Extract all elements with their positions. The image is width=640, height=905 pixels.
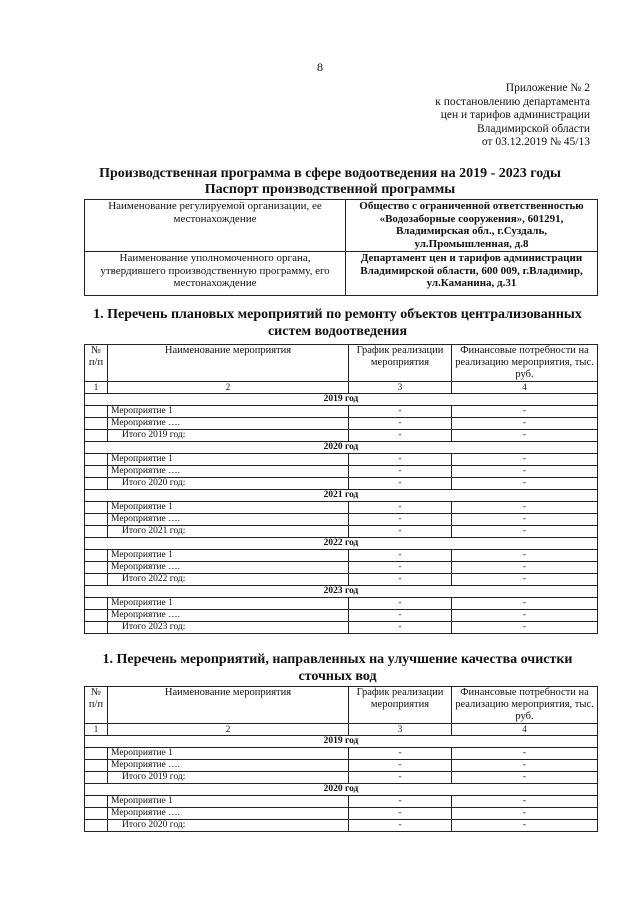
- appendix-line: к постановлению департамента: [435, 95, 590, 108]
- row-number: [85, 418, 108, 430]
- appendix-line: Владимирской области: [476, 122, 590, 135]
- schedule-cell: -: [349, 574, 452, 586]
- column-number: 4: [452, 382, 598, 394]
- column-header: Наименование мероприятия: [108, 687, 349, 724]
- table-row: [85, 760, 598, 772]
- appendix-line: от 03.12.2019 № 45/13: [481, 136, 590, 148]
- measure-name: Мероприятие ….: [108, 610, 349, 622]
- appendix-line: цен и тарифов администрации: [440, 109, 590, 121]
- document-subtitle: Паспорт производственной программы: [204, 182, 456, 197]
- total-row: [85, 772, 598, 784]
- finance-cell: -: [452, 550, 598, 562]
- row-number: [85, 502, 108, 514]
- finance-cell: -: [452, 430, 598, 442]
- schedule-cell: -: [349, 514, 452, 526]
- row-number: [85, 514, 108, 526]
- passport-row: [85, 252, 598, 296]
- measure-name: Мероприятие ….: [108, 466, 349, 478]
- table-row: [85, 562, 598, 574]
- column-number: 1: [85, 382, 108, 394]
- finance-cell: -: [452, 796, 598, 808]
- year-row: [85, 442, 598, 454]
- finance-cell: -: [452, 454, 598, 466]
- row-number: [85, 526, 108, 538]
- table-row: [85, 610, 598, 622]
- column-header: Наименование мероприятия: [108, 345, 349, 382]
- row-number: [85, 772, 108, 784]
- row-number: [85, 406, 108, 418]
- total-row: [85, 574, 598, 586]
- table-row: [85, 598, 598, 610]
- row-number: [85, 820, 108, 832]
- row-number: [85, 478, 108, 490]
- column-header: Финансовые потребности на реализацию мероприятия, тыс. руб.: [452, 687, 598, 724]
- measure-name: Мероприятие 1: [108, 550, 349, 562]
- total-label: Итого 2021 год:: [108, 526, 349, 538]
- measure-name: Мероприятие ….: [108, 514, 349, 526]
- page-number: 8: [317, 60, 323, 74]
- schedule-cell: -: [349, 466, 452, 478]
- column-header: № п/п: [85, 345, 108, 382]
- section-1-heading: 1. Перечень плановых мероприятий по ремонту объектов централизованных систем водоотведения: [93, 307, 582, 339]
- passport-table: [84, 199, 598, 296]
- section-2-heading: 1. Перечень мероприятий, направленных на улучшение качества очистки сточных вод: [102, 652, 573, 684]
- document-title: Производственная программа в сфере водоотведения на 2019 - 2023 годы: [99, 166, 561, 181]
- schedule-cell: -: [349, 406, 452, 418]
- measure-name: Мероприятие ….: [108, 760, 349, 772]
- schedule-cell: -: [349, 550, 452, 562]
- year-row: [85, 394, 598, 406]
- finance-cell: -: [452, 820, 598, 832]
- year-label: 2020 год: [85, 784, 598, 796]
- finance-cell: -: [452, 418, 598, 430]
- year-label: 2023 год: [85, 586, 598, 598]
- finance-cell: -: [452, 760, 598, 772]
- total-row: [85, 430, 598, 442]
- column-header: № п/п: [85, 687, 108, 724]
- passport-value: Общество с ограниченной ответственностью «Водозаборные сооружения», 601291, Владимирская обл., г.Суздаль, ул.Промышленная, д.8: [346, 200, 598, 252]
- appendix-note: [400, 82, 590, 150]
- table-row: [85, 514, 598, 526]
- column-number: 3: [349, 724, 452, 736]
- year-label: 2019 год: [85, 736, 598, 748]
- finance-cell: -: [452, 478, 598, 490]
- total-row: [85, 622, 598, 634]
- year-row: [85, 736, 598, 748]
- finance-cell: -: [452, 514, 598, 526]
- schedule-cell: -: [349, 772, 452, 784]
- table-row: [85, 796, 598, 808]
- total-row: [85, 526, 598, 538]
- finance-cell: -: [452, 574, 598, 586]
- year-label: 2022 год: [85, 538, 598, 550]
- measure-name: Мероприятие 1: [108, 748, 349, 760]
- total-row: [85, 820, 598, 832]
- schedule-cell: -: [349, 526, 452, 538]
- column-number-row: [85, 382, 598, 394]
- schedule-cell: -: [349, 478, 452, 490]
- table-row: [85, 466, 598, 478]
- schedule-cell: -: [349, 430, 452, 442]
- total-label: Итого 2019 год:: [108, 772, 349, 784]
- header-row: [85, 687, 598, 724]
- finance-cell: -: [452, 598, 598, 610]
- measure-name: Мероприятие 1: [108, 502, 349, 514]
- row-number: [85, 808, 108, 820]
- schedule-cell: -: [349, 418, 452, 430]
- total-label: Итого 2023 год:: [108, 622, 349, 634]
- column-number: 1: [85, 724, 108, 736]
- finance-cell: -: [452, 502, 598, 514]
- schedule-cell: -: [349, 760, 452, 772]
- finance-cell: -: [452, 406, 598, 418]
- column-number-row: [85, 724, 598, 736]
- measure-name: Мероприятие ….: [108, 418, 349, 430]
- schedule-cell: -: [349, 748, 452, 760]
- total-label: Итого 2020 год:: [108, 820, 349, 832]
- row-number: [85, 622, 108, 634]
- schedule-cell: -: [349, 622, 452, 634]
- finance-cell: -: [452, 466, 598, 478]
- passport-row: [85, 200, 598, 252]
- table-row: [85, 454, 598, 466]
- table-row: [85, 748, 598, 760]
- header-row: [85, 345, 598, 382]
- year-label: 2020 год: [85, 442, 598, 454]
- appendix-line: Приложение № 2: [505, 82, 590, 94]
- table-row: [85, 502, 598, 514]
- row-number: [85, 430, 108, 442]
- passport-label: Наименование регулируемой организации, ее местонахождение: [85, 200, 346, 252]
- column-header: График реализации мероприятия: [349, 687, 452, 724]
- schedule-cell: -: [349, 808, 452, 820]
- schedule-cell: -: [349, 796, 452, 808]
- passport-label: Наименование уполномоченного органа, утвердившего производственную программу, его местонахождение: [85, 252, 346, 296]
- finance-cell: -: [452, 610, 598, 622]
- year-row: [85, 586, 598, 598]
- measure-name: Мероприятие 1: [108, 796, 349, 808]
- row-number: [85, 610, 108, 622]
- schedule-cell: -: [349, 598, 452, 610]
- measure-name: Мероприятие ….: [108, 562, 349, 574]
- schedule-cell: -: [349, 820, 452, 832]
- table-row: [85, 418, 598, 430]
- row-number: [85, 466, 108, 478]
- finance-cell: -: [452, 622, 598, 634]
- table-row: [85, 550, 598, 562]
- schedule-cell: -: [349, 502, 452, 514]
- column-number: 3: [349, 382, 452, 394]
- finance-cell: -: [452, 748, 598, 760]
- measure-name: Мероприятие 1: [108, 406, 349, 418]
- finance-cell: -: [452, 808, 598, 820]
- row-number: [85, 574, 108, 586]
- table-row: [85, 808, 598, 820]
- column-header: Финансовые потребности на реализацию мероприятия, тыс. руб.: [452, 345, 598, 382]
- quality-plan-table: [84, 686, 598, 832]
- year-row: [85, 784, 598, 796]
- finance-cell: -: [452, 562, 598, 574]
- row-number: [85, 550, 108, 562]
- column-number: 2: [108, 724, 349, 736]
- column-header: График реализации мероприятия: [349, 345, 452, 382]
- year-row: [85, 538, 598, 550]
- repair-plan-table: [84, 344, 598, 634]
- passport-value: Департамент цен и тарифов администрации Владимирской области, 600 009, г.Владимир, ул.Каманина, д.31: [346, 252, 598, 296]
- total-label: Итого 2019 год:: [108, 430, 349, 442]
- column-number: 2: [108, 382, 349, 394]
- row-number: [85, 796, 108, 808]
- measure-name: Мероприятие 1: [108, 454, 349, 466]
- table-row: [85, 406, 598, 418]
- year-label: 2021 год: [85, 490, 598, 502]
- row-number: [85, 760, 108, 772]
- row-number: [85, 454, 108, 466]
- schedule-cell: -: [349, 562, 452, 574]
- row-number: [85, 562, 108, 574]
- row-number: [85, 598, 108, 610]
- total-label: Итого 2020 год:: [108, 478, 349, 490]
- total-label: Итого 2022 год:: [108, 574, 349, 586]
- year-label: 2019 год: [85, 394, 598, 406]
- row-number: [85, 748, 108, 760]
- total-row: [85, 478, 598, 490]
- schedule-cell: -: [349, 454, 452, 466]
- measure-name: Мероприятие ….: [108, 808, 349, 820]
- year-row: [85, 490, 598, 502]
- column-number: 4: [452, 724, 598, 736]
- finance-cell: -: [452, 526, 598, 538]
- finance-cell: -: [452, 772, 598, 784]
- schedule-cell: -: [349, 610, 452, 622]
- measure-name: Мероприятие 1: [108, 598, 349, 610]
